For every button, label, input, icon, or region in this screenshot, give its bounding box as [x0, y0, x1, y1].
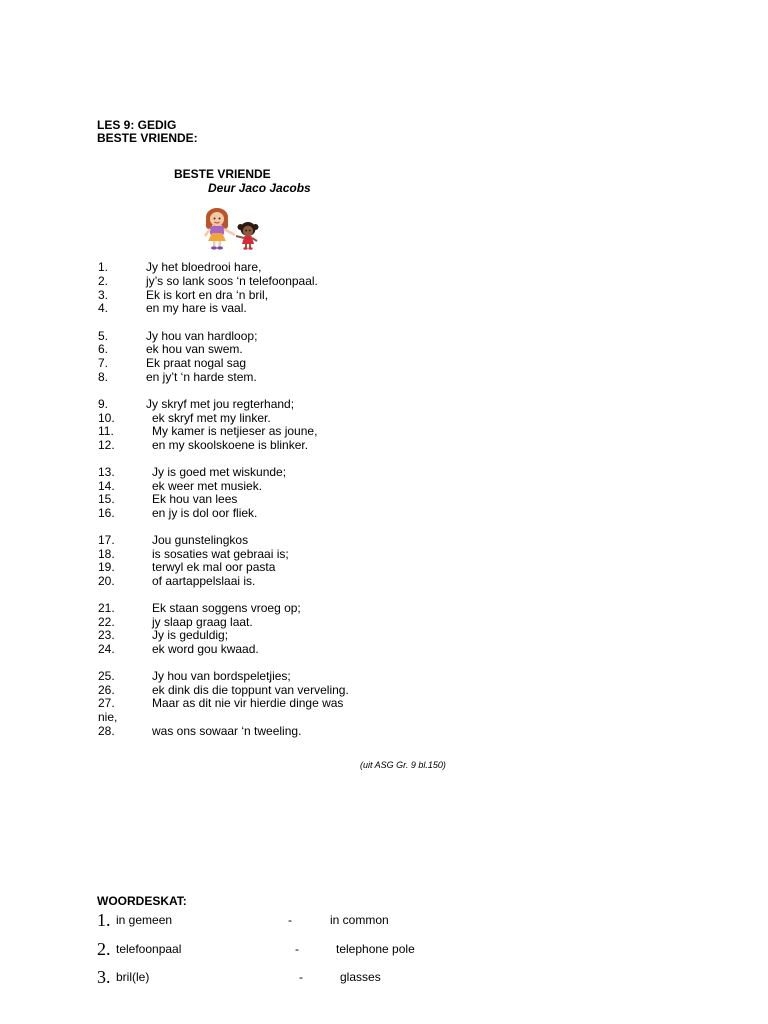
poem-line	[0, 710, 768, 724]
poem-line	[0, 260, 768, 274]
vocabulary-number: 3.	[97, 967, 111, 987]
line-number: 27.	[98, 696, 115, 710]
poem-line	[0, 329, 768, 343]
poem-title: BESTE VRIENDE	[174, 167, 271, 181]
poem-line	[0, 411, 768, 425]
line-text: nie,	[98, 710, 118, 724]
poem-line	[0, 696, 768, 710]
vocabulary-item	[0, 966, 768, 988]
poem-line	[0, 438, 768, 452]
poem-line	[0, 601, 768, 615]
line-text: Ek praat nogal sag	[146, 356, 247, 370]
poem-line	[0, 465, 768, 479]
vocabulary-definition: glasses	[340, 970, 381, 984]
line-number: 4.	[98, 301, 109, 315]
girls-icon	[198, 205, 264, 251]
poem-line	[0, 342, 768, 356]
poem-line	[0, 547, 768, 561]
line-text: en jy is dol oor fliek.	[152, 506, 258, 520]
line-number: 1.	[98, 260, 109, 274]
line-text: jy slaap graag laat.	[152, 615, 253, 629]
vocabulary-dash: -	[288, 913, 292, 927]
line-number: 13.	[98, 465, 115, 479]
line-number: 16.	[98, 506, 115, 520]
vocabulary-term: bril(le)	[116, 970, 150, 984]
vocabulary-term: telefoonpaal	[116, 942, 182, 956]
line-number: 28.	[98, 724, 115, 738]
vocabulary-definition: in common	[330, 913, 389, 927]
poem-line	[0, 301, 768, 315]
line-number: 20.	[98, 574, 115, 588]
line-number: 21.	[98, 601, 115, 615]
poem-line	[0, 642, 768, 656]
vocabulary-item	[0, 909, 768, 931]
poem-line	[0, 370, 768, 384]
line-number: 18.	[98, 547, 115, 561]
poem-line	[0, 560, 768, 574]
poem-line	[0, 628, 768, 642]
line-number: 2.	[98, 274, 109, 288]
line-number: 25.	[98, 669, 115, 683]
line-number: 9.	[98, 397, 109, 411]
poem-source: (uit ASG Gr. 9 bl.150)	[360, 760, 446, 770]
line-number: 3.	[98, 288, 109, 302]
vocabulary-number: 1.	[97, 910, 111, 930]
vocabulary-item	[0, 938, 768, 960]
line-number: 23.	[98, 628, 115, 642]
line-number: 11.	[98, 424, 114, 438]
line-text: Jy is geduldig;	[152, 628, 229, 642]
line-text: Jou gunstelingkos	[152, 533, 249, 547]
line-text: ek dink dis die toppunt van verveling.	[152, 683, 349, 697]
poem-line	[0, 615, 768, 629]
line-number: 19.	[98, 560, 115, 574]
poem-line	[0, 669, 768, 683]
poem-line	[0, 683, 768, 697]
vocabulary-dash: -	[295, 942, 299, 956]
poem-line	[0, 479, 768, 493]
vocabulary-heading: WOORDESKAT:	[97, 894, 187, 908]
line-number: 24.	[98, 642, 115, 656]
vocabulary-definition: telephone pole	[336, 942, 415, 956]
line-text: Maar as dit nie vir hierdie dinge was	[152, 696, 344, 710]
line-number: 7.	[98, 356, 109, 370]
line-number: 8.	[98, 370, 109, 384]
line-text: ek word gou kwaad.	[152, 642, 259, 656]
vocabulary-number: 2.	[97, 939, 111, 959]
line-text: en jy’t ‘n harde stem.	[146, 370, 257, 384]
line-number: 17.	[98, 533, 115, 547]
poem-line	[0, 288, 768, 302]
line-text: Jy hou van bordspeletjies;	[152, 669, 291, 683]
poem-line	[0, 274, 768, 288]
line-number: 15.	[98, 492, 115, 506]
poem-line	[0, 424, 768, 438]
line-text: en my skoolskoene is blinker.	[152, 438, 309, 452]
poem-author: Deur Jaco Jacobs	[208, 181, 311, 195]
line-text: ek hou van swem.	[146, 342, 243, 356]
line-text: jy’s so lank soos ‘n telefoonpaal.	[146, 274, 318, 288]
line-number: 10.	[98, 411, 115, 425]
vocabulary-dash: -	[299, 970, 303, 984]
line-text: Ek is kort en dra ‘n bril,	[146, 288, 269, 302]
poem-line	[0, 724, 768, 738]
line-number: 6.	[98, 342, 109, 356]
line-text: of aartappelslaai is.	[152, 574, 256, 588]
line-number: 5.	[98, 329, 109, 343]
poem-line	[0, 492, 768, 506]
line-text: Jy het bloedrooi hare,	[146, 260, 262, 274]
line-text: Jy skryf met jou regterhand;	[146, 397, 295, 411]
poem-line	[0, 397, 768, 411]
line-number: 12.	[98, 438, 115, 452]
line-text: My kamer is netjieser as joune,	[152, 424, 318, 438]
line-number: 14.	[98, 479, 115, 493]
line-text: Jy hou van hardloop;	[146, 329, 258, 343]
line-text: en my hare is vaal.	[146, 301, 247, 315]
two-girls-holding-hands-illustration	[198, 205, 264, 251]
lesson-title: LES 9: GEDIG	[97, 118, 177, 132]
vocabulary-term: in gemeen	[116, 913, 173, 927]
line-text: Ek staan soggens vroeg op;	[152, 601, 301, 615]
line-text: Ek hou van lees	[152, 492, 238, 506]
line-text: was ons sowaar ‘n tweeling.	[152, 724, 302, 738]
line-number: 22.	[98, 615, 115, 629]
poem-line	[0, 506, 768, 520]
poem-line	[0, 574, 768, 588]
line-text: ek weer met musiek.	[152, 479, 263, 493]
line-text: Jy is goed met wiskunde;	[152, 465, 287, 479]
line-text: terwyl ek mal oor pasta	[152, 560, 276, 574]
line-number: 26.	[98, 683, 115, 697]
line-text: ek skryf met my linker.	[152, 411, 271, 425]
lesson-subtitle: BESTE VRIENDE:	[97, 131, 198, 145]
poem-line	[0, 356, 768, 370]
line-text: is sosaties wat gebraai is;	[152, 547, 289, 561]
poem-line	[0, 533, 768, 547]
